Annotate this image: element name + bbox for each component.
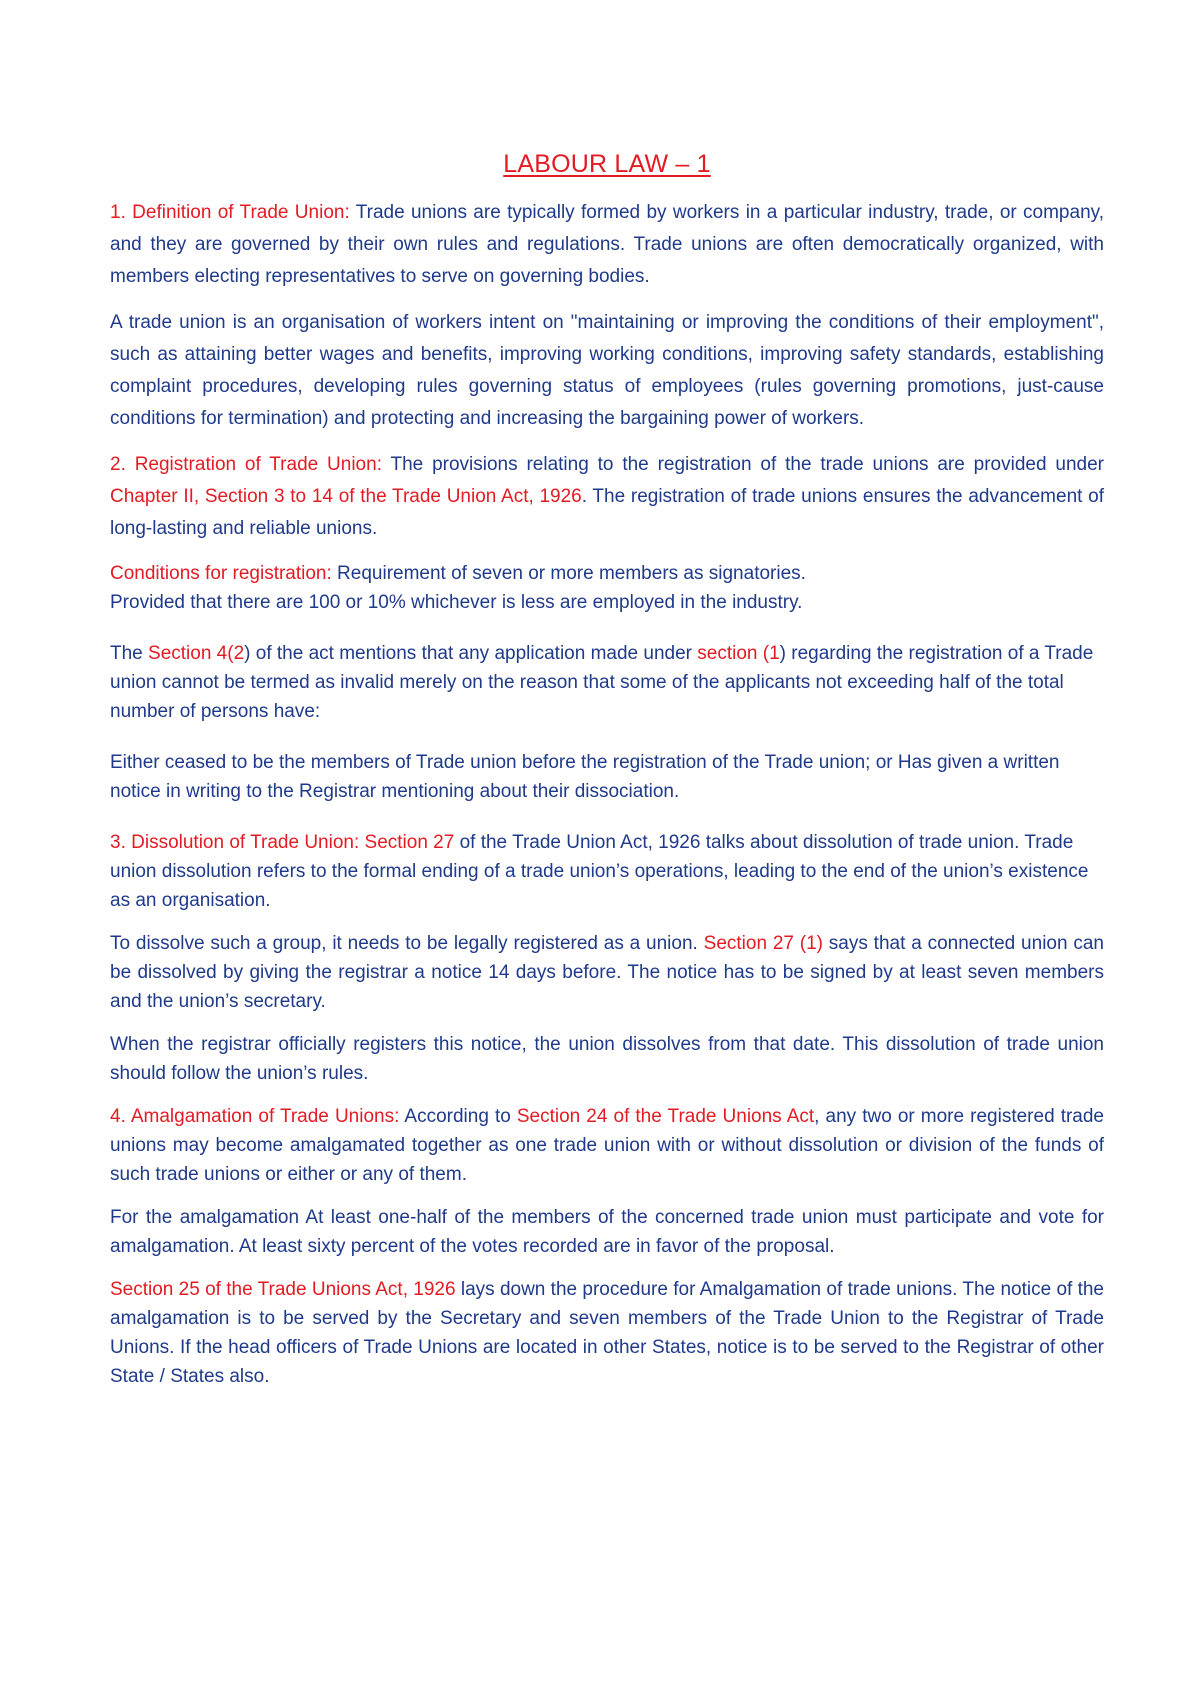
section-4-heading: 4. Amalgamation of Trade Unions: [110,1106,400,1127]
section-4-2-text-b: ) of the act mentions that any application made under [244,643,698,664]
dissociation-paragraph: Either ceased to be the members of Trade union before the registration of the Trade union; or Has given a written notice in writing to the Registrar mentioning about their dissociation. [110,752,1060,802]
section-1-heading: 1. Definition of Trade Union: [110,202,350,223]
section-1-paragraph-1 [110,197,1104,293]
section-24-reference: Section 24 of the Trade Unions Act [516,1106,815,1127]
section-2-paragraph-1 [110,449,1104,545]
section-4-text-b: , any two or more registered trade unions may become amalgamated together as one trade union with or without dissolution or division of the funds of such trade unions or either or any of them. [110,1106,1105,1185]
section-25-reference: Section 25 of the Trade Unions Act, 1926 [110,1279,456,1300]
conditions-line-2: Provided that there are 100 or 10% whichever is less are employed in the industry. [110,592,803,613]
section-2-text-b: . The registration of trade unions ensures the advancement of long-lasting and reliable unions. [110,486,1104,539]
section-4-2-reference: Section 4(2 [148,643,245,664]
section-2-heading: 2. Registration of Trade Union: [110,454,382,475]
section-1-reference: section (1 [697,643,780,664]
section-4-2-text-a: The [110,643,149,664]
section-3-paragraph-3: When the registrar officially registers this notice, the union dissolves from that date. This dissolution of trade union should follow the union’s rules. [110,1034,1104,1084]
section-3-paragraph-1 [110,828,1104,915]
section-4-text-a: According to [399,1106,517,1127]
section-3-text-b: says that a connected union can be dissolved by giving the registrar a notice 14 days before. The notice has to be signed by at least seven members and the union’s secretary. [110,933,1104,1012]
section-3-text-a: To dissolve such a group, it needs to be legally registered as a union. [110,933,704,954]
section-3-heading: 3. Dissolution of Trade Union: Section 27 [110,832,455,853]
section-1-paragraph-2: A trade union is an organisation of workers intent on "maintaining or improving the conditions of their employment", such as attaining better wages and benefits, improving working conditions, improving safety standards, establishing complaint procedures, developing rules governing status of employees (rules governing promotions, just-cause conditions for termination) and protecting and increasing the bargaining power of workers. [110,312,1104,429]
page-title: LABOUR LAW – 1 [503,150,711,178]
conditions-line-1: Requirement of seven or more members as signatories. [331,563,806,584]
section-2-legal-reference: Chapter II, Section 3 to 14 of the Trade Union Act, 1926 [110,486,582,507]
section-3-text: of the Trade Union Act, 1926 talks about dissolution of trade union. Trade union dissolution refers to the formal ending of a trade union’s operations, leading to the end of the union’s existence as an organisation. [110,832,1089,911]
section-4-paragraph-2: For the amalgamation At least one-half of the members of the concerned trade union must participate and vote for amalgamation. At least sixty percent of the votes recorded are in favor of the proposal. [110,1207,1104,1257]
section-4-paragraph-3 [110,1275,1104,1391]
section-2-text-a: The provisions relating to the registration of the trade unions are provided under [381,454,1104,475]
section-27-1-reference: Section 27 (1) [703,933,823,954]
section-1-text: Trade unions are typically formed by workers in a particular industry, trade, or company, and they are governed by their own rules and regulations. Trade unions are often democratically organized, with members electing representatives to serve on governing bodies. [110,202,1105,287]
section-4-2-paragraph [110,639,1104,726]
conditions-paragraph [110,559,1104,617]
conditions-label: Conditions for registration: [110,563,332,584]
section-4-text-c: lays down the procedure for Amalgamation of trade unions. The notice of the amalgamation is to be served by the Secretary and seven members of the Trade Union to the Registrar of Trade Unions. If the head officers of Trade Unions are located in other States, notice is to be served to the Registrar of other State / States also. [110,1279,1104,1387]
section-4-paragraph-1 [110,1102,1104,1189]
section-4-2-text-c: ) regarding the registration of a Trade union cannot be termed as invalid merely on the reason that some of the applicants not exceeding half of the total number of persons have: [110,643,1094,722]
section-3-paragraph-2 [110,929,1104,1016]
